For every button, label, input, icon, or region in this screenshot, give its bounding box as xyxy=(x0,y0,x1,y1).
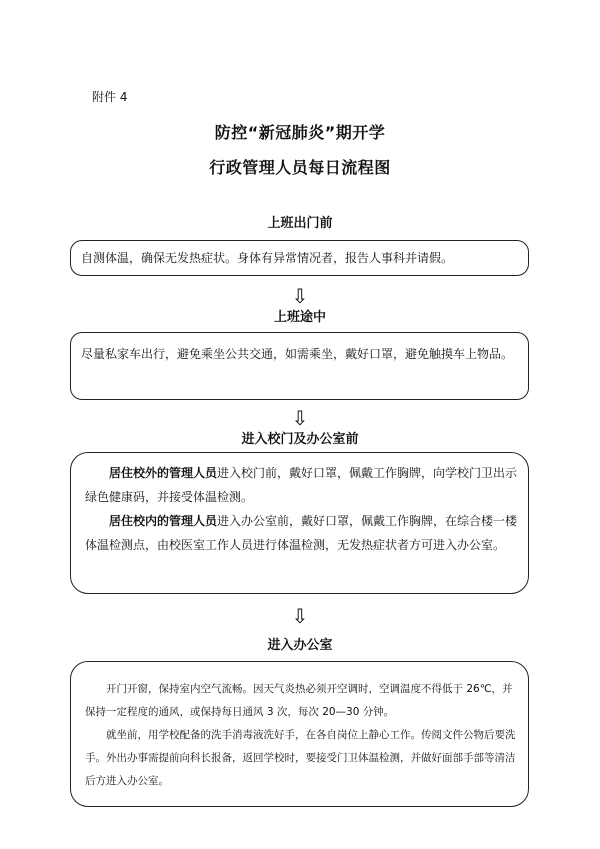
page-title: 防控“新冠肺炎”期开学 xyxy=(214,123,386,142)
off-campus-staff-text: 进入校门前，戴好口罩，佩戴工作胸牌，向学校门卫出示绿色健康码，并接受体温检测。 xyxy=(85,466,518,504)
step-box-enter-campus xyxy=(70,452,529,594)
office-paragraph-1: 开门开窗，保持室内空气流畅。因天气炎热必须开空调时，空调温度不得低于 26℃，并保持一定程度的通风，或保持每日通风 3 次，每次 20—30 分钟。 xyxy=(85,683,513,718)
flow-arrow-down-icon: ⇩ xyxy=(291,604,309,628)
flow-arrow-down-icon: ⇩ xyxy=(291,284,309,308)
annex-label: 附件 4 xyxy=(92,90,128,104)
step-text-before-leave: 自测体温，确保无发热症状。身体有异常情况者，报告人事科并请假。 xyxy=(81,251,454,265)
step-box-commute xyxy=(70,332,529,400)
paragraph-on-campus-staff xyxy=(85,509,518,557)
on-campus-staff-label: 居住校内的管理人员 xyxy=(109,514,218,528)
off-campus-staff-label: 居住校外的管理人员 xyxy=(109,466,218,480)
paragraph-off-campus-staff xyxy=(85,461,518,509)
on-campus-staff-text: 进入办公室前，戴好口罩，佩戴工作胸牌，在综合楼一楼体温检测点，由校医室工作人员进行体温检测，无发热症状者方可进入办公室。 xyxy=(85,514,518,552)
step-heading-commute: 上班途中 xyxy=(273,310,326,325)
office-paragraph-2: 就坐前，用学校配备的洗手消毒液洗好手，在各自岗位上静心工作。传阅文件公物后要洗手。外出办事需提前向科长报备，返回学校时，要接受门卫体温检测，并做好面部手部等清洁后方进入办公室。 xyxy=(85,729,516,787)
flow-arrow-down-icon: ⇩ xyxy=(291,406,309,430)
step-text-commute: 尽量私家车出行，避免乘坐公共交通，如需乘坐，戴好口罩，避免触摸车上物品。 xyxy=(81,347,514,361)
step-heading-before-leave: 上班出门前 xyxy=(267,216,333,231)
step-box-before-leave xyxy=(70,240,529,276)
page-subtitle: 行政管理人员每日流程图 xyxy=(209,158,391,177)
step-box-enter-office xyxy=(70,661,529,807)
step-heading-enter-office: 进入办公室 xyxy=(267,638,333,653)
step-heading-enter-campus: 进入校门及办公室前 xyxy=(241,432,359,447)
